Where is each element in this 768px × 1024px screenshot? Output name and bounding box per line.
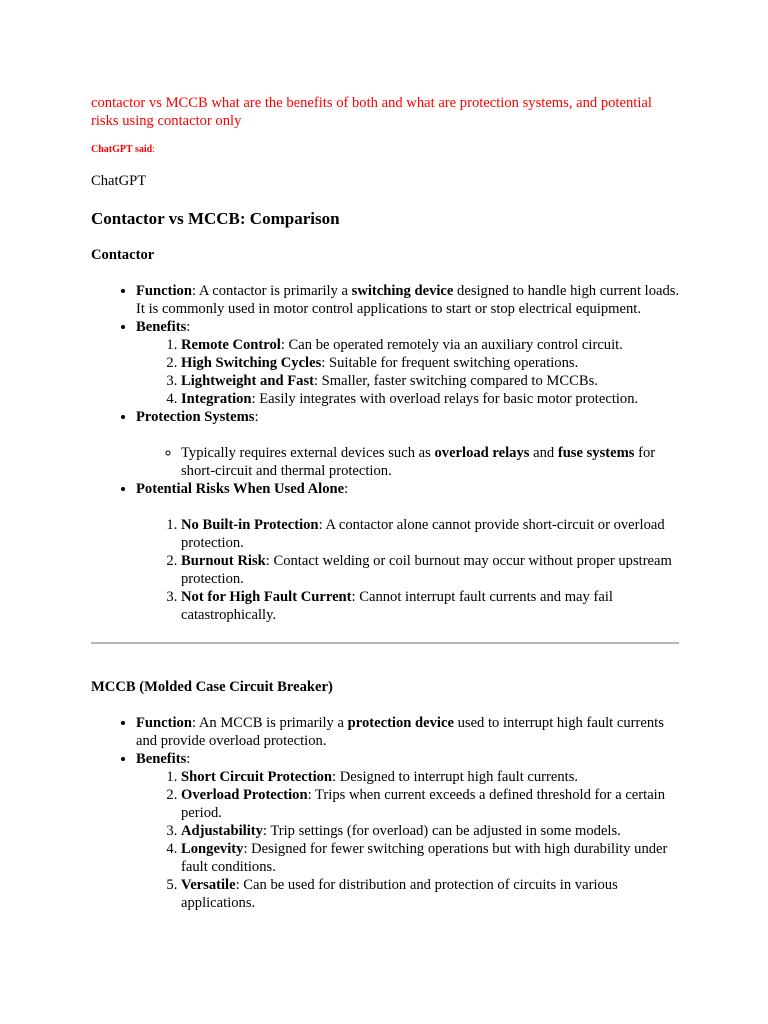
benefit-desc: : Designed to interrupt high fault currents. (332, 769, 579, 785)
function-label: Function (136, 283, 192, 299)
list-item (181, 444, 681, 480)
list-item (181, 876, 681, 912)
list-item (181, 768, 681, 786)
contactor-function-item (136, 282, 681, 318)
benefit-term: Adjustability (181, 823, 263, 839)
function-text: : A contactor is primarily a (191, 283, 352, 299)
list-item (181, 840, 681, 876)
said-colon: : (152, 144, 156, 155)
contactor-benefits-list (136, 336, 681, 408)
function-text-cont: used to interrupt high fault currents and provide overload protection. (136, 715, 664, 749)
mccb-list (91, 714, 681, 912)
function-label: Function (136, 715, 192, 731)
contactor-benefits-item (136, 318, 681, 408)
author-label: ChatGPT (91, 173, 147, 189)
benefit-term: Overload Protection (181, 787, 308, 803)
protection-label: Protection Systems (136, 409, 255, 425)
list-item (181, 516, 681, 552)
list-item (181, 822, 681, 840)
list-item (181, 588, 681, 624)
function-emphasis: switching device (351, 283, 454, 299)
benefit-desc: : Can be used for distribution and protection of circuits in various applications. (181, 877, 618, 911)
benefit-term: Short Circuit Protection (181, 769, 333, 785)
document-content (91, 94, 681, 912)
benefit-term: Longevity (181, 841, 244, 857)
colon: : (186, 319, 191, 335)
risk-term: No Built-in Protection (181, 517, 319, 533)
benefit-desc: : Easily integrates with overload relays for basic motor protection. (251, 391, 639, 407)
risk-desc: : Contact welding or coil burnout may occur without proper upstream protection. (181, 553, 672, 587)
risk-term: Burnout Risk (181, 553, 266, 569)
risks-list (136, 516, 681, 624)
mccb-function-item (136, 714, 681, 750)
list-item (181, 354, 681, 372)
mccb-benefits-item (136, 750, 681, 912)
contactor-protection-item (136, 408, 681, 480)
list-item (181, 336, 681, 354)
risks-label: Potential Risks When Used Alone (136, 481, 345, 497)
protection-emphasis: overload relays (434, 445, 530, 461)
protection-emphasis: fuse systems (557, 445, 635, 461)
list-item (181, 372, 681, 390)
colon: : (344, 481, 349, 497)
list-item (181, 786, 681, 822)
colon: : (186, 751, 191, 767)
benefit-desc: : Suitable for frequent switching operations. (321, 355, 579, 371)
contactor-risks-item (136, 480, 681, 624)
function-emphasis: protection device (347, 715, 454, 731)
contactor-list (91, 282, 681, 624)
benefits-label: Benefits (136, 319, 187, 335)
mccb-heading: MCCB (Molded Case Circuit Breaker) (91, 679, 333, 695)
benefit-term: Lightweight and Fast (181, 373, 314, 389)
benefit-term: Remote Control (181, 337, 281, 353)
benefit-desc: : Trip settings (for overload) can be adjusted in some models. (262, 823, 621, 839)
benefit-desc: : Designed for fewer switching operations but with high durability under fault conditions. (181, 841, 668, 875)
list-item (181, 552, 681, 588)
risk-term: Not for High Fault Current (181, 589, 352, 605)
user-question: contactor vs MCCB what are the benefits of both and what are protection systems, and potential risks using contactor only (91, 95, 652, 129)
list-item (181, 390, 681, 408)
chatgpt-said-label (91, 144, 681, 156)
protection-text: and (529, 445, 558, 461)
benefit-desc: : Can be operated remotely via an auxiliary control circuit. (280, 337, 623, 353)
section-divider (91, 642, 679, 644)
benefit-term: Versatile (181, 877, 236, 893)
function-text-cont: designed to handle high current loads. It is commonly used in motor control applications to start or stop electrical equipment. (136, 283, 680, 317)
risk-desc: : A contactor alone cannot provide short-circuit or overload protection. (181, 517, 665, 551)
benefit-desc: : Trips when current exceeds a defined threshold for a certain period. (181, 787, 666, 821)
benefit-desc: : Smaller, faster switching compared to MCCBs. (313, 373, 598, 389)
colon: : (254, 409, 259, 425)
document-title: Contactor vs MCCB: Comparison (91, 209, 340, 228)
function-text: : An MCCB is primarily a (191, 715, 348, 731)
protection-list (136, 444, 681, 480)
protection-text: for short-circuit and thermal protection. (181, 445, 656, 479)
benefit-term: Integration (181, 391, 252, 407)
benefit-term: High Switching Cycles (181, 355, 322, 371)
risk-desc: : Cannot interrupt fault currents and may fail catastrophically. (181, 589, 613, 623)
benefits-label: Benefits (136, 751, 187, 767)
mccb-benefits-list (136, 768, 681, 912)
contactor-heading: Contactor (91, 247, 155, 263)
said-label-text: ChatGPT said (91, 144, 153, 155)
protection-text: Typically requires external devices such as (181, 445, 435, 461)
